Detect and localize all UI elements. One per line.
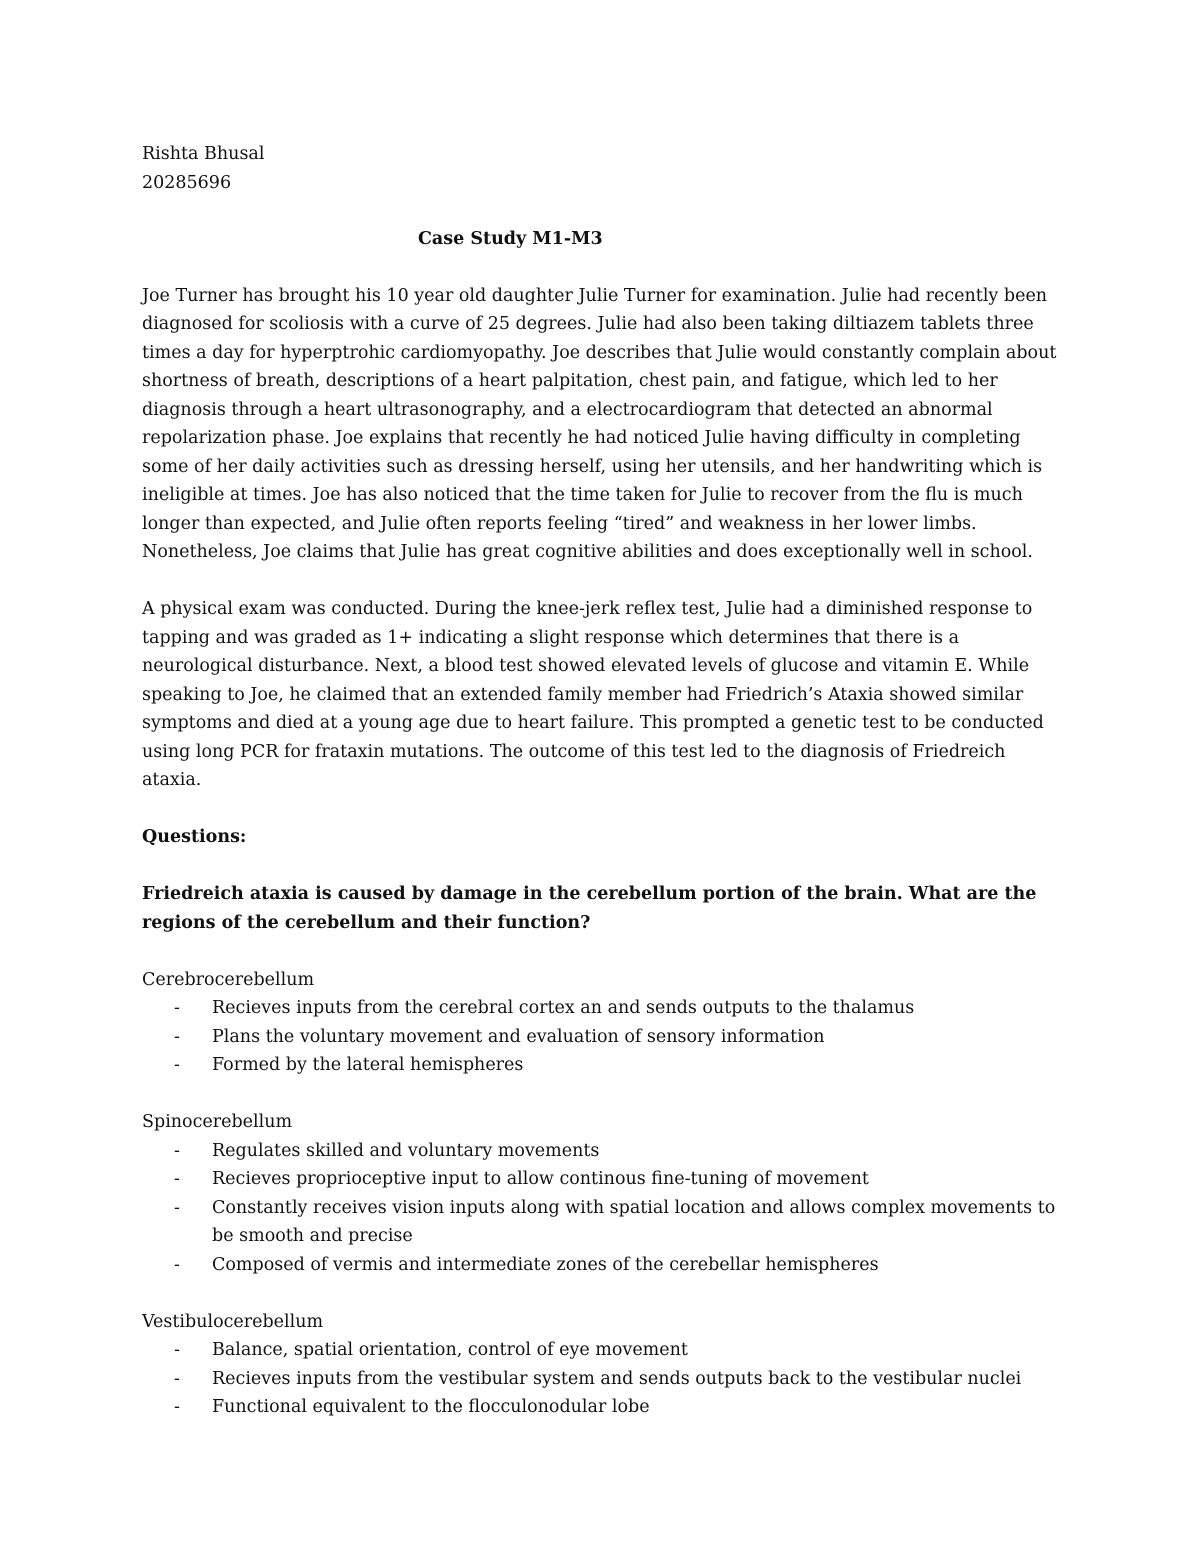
dash-bullet: - <box>174 998 180 1018</box>
bullet-list <box>142 1137 1062 1280</box>
list-item-text: Recieves inputs from the vestibular system and sends outputs back to the vestibular nuclei <box>212 1368 1022 1389</box>
list-item-text: Recieves proprioceptive input to allow continous fine-tuning of movement <box>212 1169 869 1189</box>
list-item-text: Balance, spatial orientation, control of eye movement <box>212 1340 688 1360</box>
list-item-text: Recieves inputs from the cerebral cortex an and sends outputs to the thalamus <box>212 998 915 1018</box>
dash-bullet: - <box>174 1055 180 1075</box>
dash-bullet: - <box>174 1197 180 1218</box>
dash-bullet: - <box>174 1140 180 1161</box>
list-item <box>142 994 1062 1023</box>
list-item <box>142 1365 1062 1394</box>
questions-heading: Questions: <box>142 827 247 847</box>
student-id: 20285696 <box>142 172 232 193</box>
list-item <box>142 1165 1062 1194</box>
list-item <box>142 1137 1062 1166</box>
dash-bullet: - <box>174 1340 180 1360</box>
list-item-text: Composed of vermis and intermediate zones of the cerebellar hemispheres <box>212 1254 879 1275</box>
list-item <box>142 1051 1062 1080</box>
list-item <box>142 1251 1062 1280</box>
author-name: Rishta Bhusal <box>142 144 265 164</box>
section-vestibulocerebellum <box>142 1308 1062 1422</box>
section-cerebrocerebellum <box>142 966 1062 1080</box>
document-title: Case Study M1-M3 <box>418 229 603 249</box>
dash-bullet: - <box>174 1026 180 1047</box>
dash-bullet: - <box>174 1169 180 1189</box>
section-title: Spinocerebellum <box>142 1112 293 1132</box>
list-item-text: Formed by the lateral hemispheres <box>212 1055 524 1075</box>
dash-bullet: - <box>174 1368 180 1389</box>
section-spinocerebellum <box>142 1108 1062 1279</box>
case-paragraph-2: A physical exam was conducted. During the knee-jerk reflex test, Julie had a diminished response to tapping and was graded as 1+ indicating a slight response which determines that there is a neurological disturbance. Next, a blood test showed elevated levels of glucose and vitamin E. While speaking to Joe, he claimed that an extended family member had Friedrich’s Ataxia showed similar symptoms and died at a young age due to heart failure. This prompted a genetic test to be conducted using long PCR for frataxin mutations. The outcome of this test led to the diagnosis of Friedreich ataxia. <box>142 599 1044 790</box>
list-item <box>142 1393 1062 1422</box>
question-text: Friedreich ataxia is caused by damage in the cerebellum portion of the brain. What are the regions of the cerebellum and their function? <box>142 884 1037 933</box>
list-item-text: Functional equivalent to the flocculonodular lobe <box>212 1397 650 1417</box>
dash-bullet: - <box>174 1254 180 1275</box>
case-paragraph-1: Joe Turner has brought his 10 year old daughter Julie Turner for examination. Julie had recently been diagnosed for scoliosis with a curve of 25 degrees. Julie had also been taking diltiazem tablets three times a day for hyperptrohic cardiomyopathy. Joe describes that Julie would constantly complain about shortness of breath, descriptions of a heart palpitation, chest pain, and fatigue, which led to her diagnosis through a heart ultrasonography, and a electrocardiogram that detected an abnormal repolarization phase. Joe explains that recently he had noticed Julie having difficulty in completing some of her daily activities such as dressing herself, using her utensils, and her handwriting which is ineligible at times. Joe has also noticed that the time taken for Julie to recover from the flu is much longer than expected, and Julie often reports feeling “tired” and weakness in her lower limbs. Nonetheless, Joe claims that Julie has great cognitive abilities and does exceptionally well in school. <box>142 285 1057 562</box>
list-item-text: Constantly receives vision inputs along with spatial location and allows complex movements to be smooth and precise <box>212 1197 1056 1246</box>
list-item <box>142 1023 1062 1052</box>
section-title: Cerebrocerebellum <box>142 969 315 990</box>
list-item-text: Regulates skilled and voluntary movements <box>212 1140 600 1161</box>
list-item-text: Plans the voluntary movement and evaluation of sensory information <box>212 1026 825 1047</box>
dash-bullet: - <box>174 1397 180 1417</box>
list-item <box>142 1194 1062 1251</box>
section-title: Vestibulocerebellum <box>142 1311 324 1332</box>
list-item <box>142 1336 1062 1365</box>
document-body <box>142 140 1062 1450</box>
bullet-list <box>142 994 1062 1080</box>
bullet-list <box>142 1336 1062 1422</box>
